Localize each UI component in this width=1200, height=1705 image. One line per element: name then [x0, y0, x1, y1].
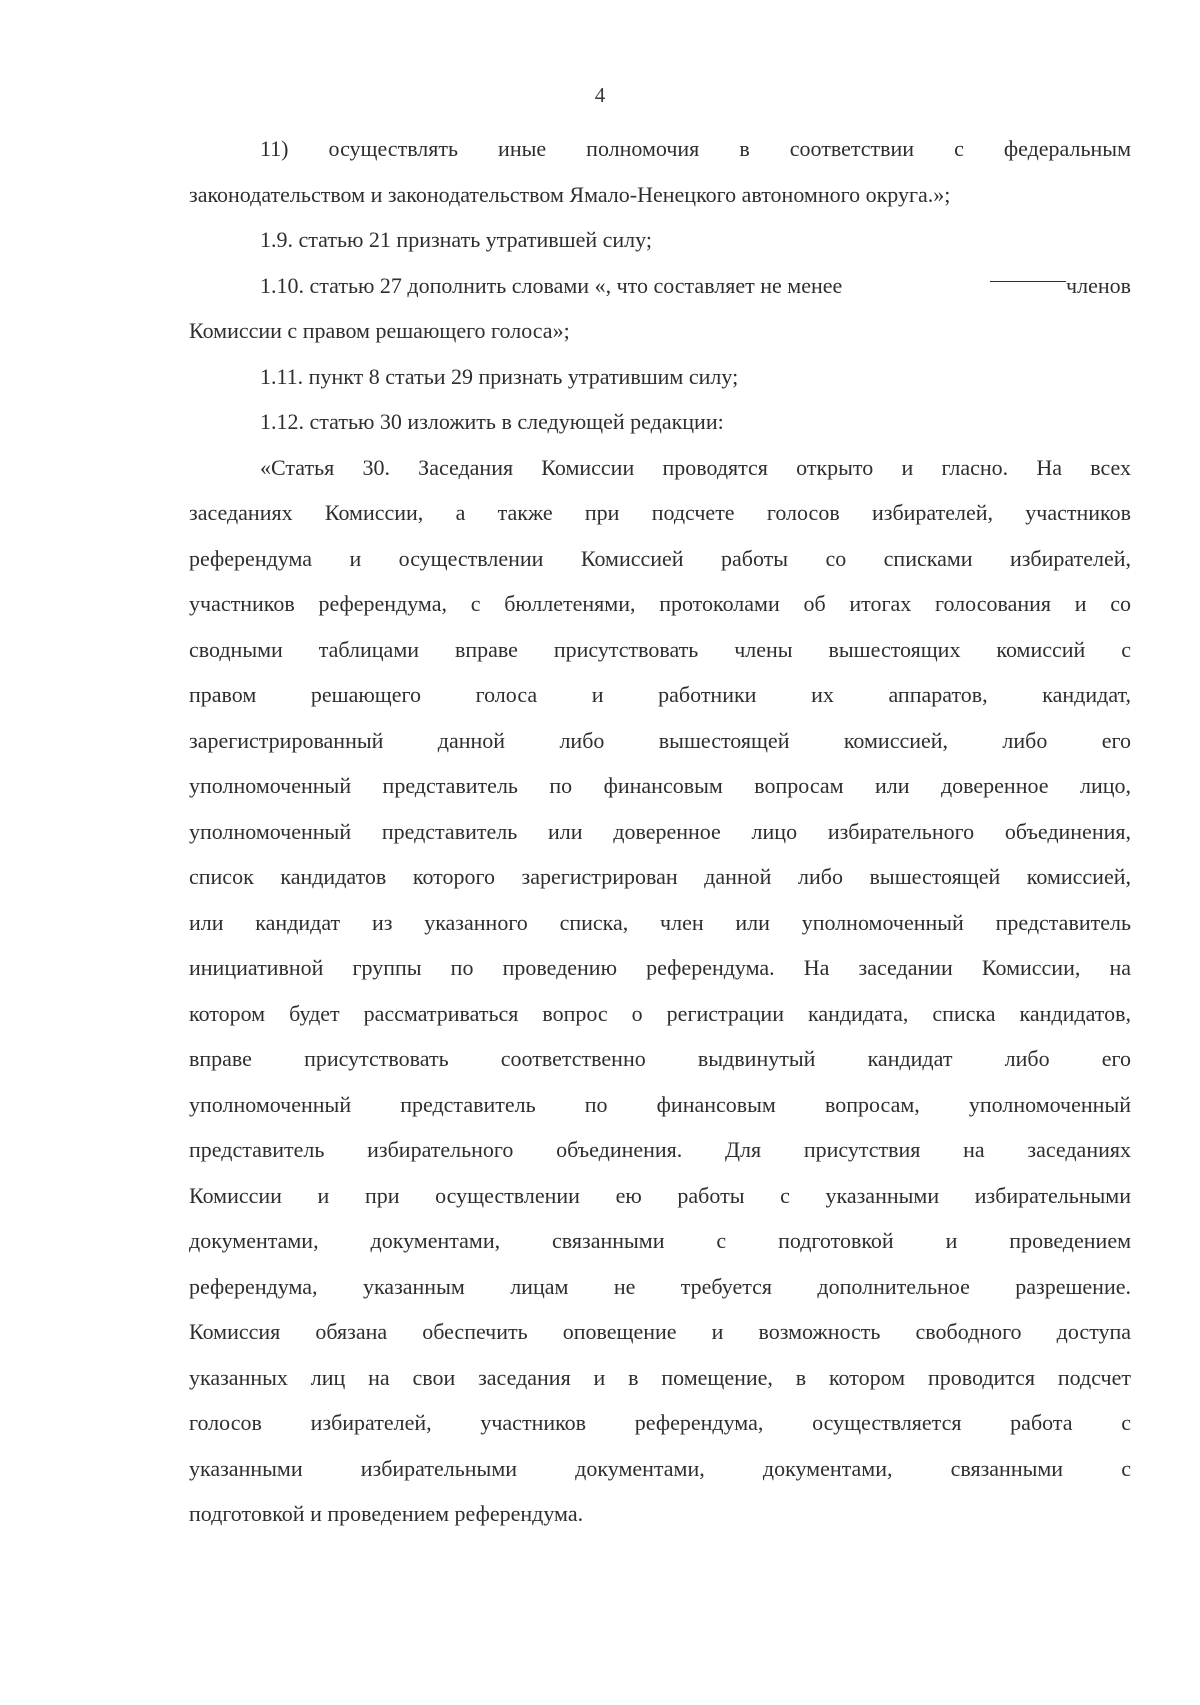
- text-line: голосов избирателей, участников референдума, осуществляется работа с: [189, 1410, 1131, 1435]
- fill-in-blank: [990, 263, 1066, 282]
- text-line: сводными таблицами вправе присутствовать члены вышестоящих комиссий с: [189, 636, 1131, 662]
- text-line: Комиссии и при осуществлении ею работы с указанными избирательными: [189, 1182, 1131, 1208]
- text-line: уполномоченный представитель по финансовым вопросам, уполномоченный: [189, 1091, 1131, 1117]
- text-line: референдума и осуществлении Комиссией работы со списками избирателей,: [189, 545, 1131, 571]
- text-line: котором будет рассматриваться вопрос о регистрации кандидата, списка кандидатов,: [189, 1000, 1131, 1026]
- text-line: список кандидатов которого зарегистрирован данной либо вышестоящей комиссией,: [189, 864, 1131, 889]
- text-line: 11) осуществлять иные полномочия в соответствии с федеральным: [260, 136, 1131, 161]
- text-line: «Статья 30. Заседания Комиссии проводятся открыто и гласно. На всех: [260, 454, 1131, 480]
- text-line: зарегистрированный данной либо вышестоящей комиссией, либо его: [189, 727, 1131, 753]
- text-line: 1.11. пункт 8 статьи 29 признать утратившим силу;: [260, 363, 739, 389]
- text-line: правом решающего голоса и работники их аппаратов, кандидат,: [189, 682, 1131, 707]
- text-line: референдума, указанным лицам не требуется дополнительное разрешение.: [189, 1273, 1131, 1299]
- text-line: 1.9. статью 21 признать утратившей силу;: [260, 227, 652, 252]
- text-line: участников референдума, с бюллетенями, протоколами об итогах голосования и со: [189, 591, 1131, 616]
- text-line: заседаниях Комиссии, а также при подсчете голосов избирателей, участников: [189, 500, 1131, 525]
- text-line: законодательством и законодательством Ямало-Ненецкого автономного округа.»;: [189, 181, 951, 207]
- text-fragment: членов: [1066, 272, 1131, 298]
- text-line-with-blank: [189, 263, 1131, 309]
- text-line: или кандидат из указанного списка, член или уполномоченный представитель: [189, 909, 1131, 935]
- text-line: указанных лиц на свои заседания и в помещение, в котором проводится подсчет: [189, 1364, 1131, 1390]
- text-line: подготовкой и проведением референдума.: [189, 1501, 584, 1526]
- text-line: документами, документами, связанными с подготовкой и проведением: [189, 1228, 1131, 1253]
- text-line: Комиссии с правом решающего голоса»;: [189, 318, 570, 343]
- document-body: [189, 126, 1131, 1537]
- text-line: 1.12. статью 30 изложить в следующей редакции:: [260, 409, 724, 434]
- text-line: указанными избирательными документами, документами, связанными с: [189, 1455, 1131, 1481]
- text-line: инициативной группы по проведению референдума. На заседании Комиссии, на: [189, 955, 1131, 980]
- text-line: вправе присутствовать соответственно выдвинутый кандидат либо его: [189, 1046, 1131, 1071]
- text-line: уполномоченный представитель по финансовым вопросам или доверенное лицо,: [189, 773, 1131, 798]
- text-fragment: 1.10. статью 27 дополнить словами «, что составляет не менее: [260, 272, 843, 298]
- page-number: 4: [594, 83, 606, 107]
- text-line: уполномоченный представитель или доверенное лицо избирательного объединения,: [189, 818, 1131, 844]
- text-line: Комиссия обязана обеспечить оповещение и возможность свободного доступа: [189, 1319, 1131, 1344]
- text-line: представитель избирательного объединения. Для присутствия на заседаниях: [189, 1137, 1131, 1162]
